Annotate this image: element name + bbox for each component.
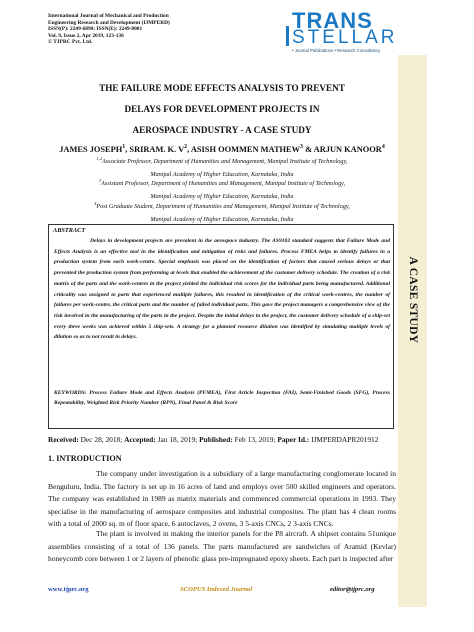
- issn: ISSN(P): 2249-6890; ISSN(E): 2249-8001: [48, 26, 143, 33]
- author-3: , ASISH OOMMEN MATHEW: [187, 145, 301, 154]
- logo-tagline: • Journal Publications • Research Consultancy: [292, 48, 381, 53]
- footer-email-link[interactable]: editor@tjprc.org: [330, 586, 375, 593]
- side-band-label: A CASE STUDY: [407, 256, 419, 344]
- intro-paragraph-2: The plant is involved in making the interior panels for the P8 aircraft. A shipset contains 51unique assemblies consisting of a total of 136 panels. The parts manufactured are sandwiches of Aramid (Kevlar) honeycomb core between 1 or 2 layers of phenolic glass pre-impregnated epoxy sheets. Each part is inspected after: [48, 529, 396, 564]
- author-4-sup: 4: [381, 144, 385, 151]
- section-heading: 1. INTRODUCTION: [48, 454, 122, 463]
- paper-id: IJMPERDAPR201912: [309, 435, 379, 444]
- keywords: KEYWORDS: Process Failure Mode and Effects Analysis (PFMEA), First Article Inspection (FAI), Semi-Finished Goods (SFG), Process Repeatability, Weighted Risk Priority Number (RPN), Final Panel & Risk Score: [54, 390, 390, 407]
- received-label: Received:: [48, 435, 79, 444]
- logo-text-stellar: STELLAR: [292, 27, 398, 48]
- received-date: Dec 28, 2018;: [78, 435, 125, 444]
- abstract-text: Delays in development projects are prevalent in the aerospace industry. The AS9102 standard suggests that Failure Mode and Effects Analysis is an effective tool in the identification and mitigation of risks and failures. Process FMEA helps to identify failures in a production system from each work-centre. Special emphasis was placed on the identification of factors that caused serious delays or that prevented the production system from performing at levels that enabled the achievement of the customer delivery schedule. The creation of a risk matrix of the parts and the work-centres in the project yielded the individual risk scores for the individual parts being manufactured. Additional criticality was assigned to parts that experienced multiple failures, this resulted in identification of the critical work-centres, the number of failures per work-centre, the critical parts and the number of failed individual parts. This gave the project managers a comprehensive view of the risk involved in the manufacturing of the parts in the project. Despite the initial delays in the project, the customer delivery schedule of a ship-set every three weeks was achieved within 5 ship-sets. A strategy for a planned resource dilution was identified by simulating multiple levels of dilution so as to not result in delays.: [54, 238, 390, 341]
- affiliation-3-sup: 4: [94, 200, 97, 206]
- author-4: & ARJUN KANOOR: [302, 145, 382, 154]
- author-1-sup: 1: [122, 144, 126, 151]
- logo-text-trans: TRANS: [292, 8, 373, 33]
- author-3-sup: 3: [300, 144, 303, 151]
- affiliation-1-line1: Associate Professor, Department of Humanities and Management, Manipal Institute of Technology,: [101, 158, 348, 165]
- paper-title-line3: AEROSPACE INDUSTRY - A CASE STUDY: [132, 125, 312, 135]
- journal-header: [48, 13, 170, 46]
- accepted-date: Jan 18, 2019;: [155, 435, 200, 444]
- author-2-sup: 2: [184, 144, 188, 151]
- paper-title-line2: DELAYS FOR DEVELOPMENT PROJECTS IN: [124, 104, 320, 114]
- author-list: [48, 145, 396, 154]
- publisher-logo: [282, 8, 398, 54]
- affiliation-1-line2: Manipal Academy of Higher Education, Karnataka, India: [150, 170, 294, 178]
- published-label: Published:: [199, 435, 233, 444]
- affiliation-3-line1: Post Graduate Student, Department of Humanities and Management, Manipal Institute of Technology,: [96, 203, 350, 210]
- author-2: , SRIRAM. K. V: [125, 145, 185, 154]
- affiliation-3: [48, 200, 396, 223]
- affiliation-3-line2: Manipal Academy of Higher Education, Karnataka, India: [150, 215, 294, 223]
- author-1: JAMES JOSEPH: [59, 145, 123, 154]
- intro-paragraph-1: The company under investigation is a subsidiary of a large manufacturing conglomerate located in Benguluru, India. The factory is set up in 16 acres of land and employs over 500 skilled engineers and operators. The company was established in 1989 as matrix materials and commenced commercial operations in 1993. They specialise in the manufacturing of aerospace composites and industrial composites. The plant has 4 clean rooms with a total of 2000 sq. m of floor space, 6 autoclaves, 2 ovens, 3 5-axis CNCs, 2 3-axis CNCs.: [48, 469, 396, 529]
- affiliation-1-sup: 1,2: [96, 155, 102, 161]
- affiliation-2-line2: Manipal Academy of Higher Education, Karnataka, India: [150, 192, 294, 200]
- affiliation-1: [48, 155, 396, 178]
- affiliation-2-line1: Assistant Professor, Department of Humanities and Management, Manipal Institute of Technology,: [101, 180, 346, 187]
- accepted-label: Accepted:: [124, 435, 156, 444]
- published-date: Feb 13, 2019;: [232, 435, 278, 444]
- journal-name-line2: Engineering Research and Development (IJMPERD): [48, 19, 170, 26]
- journal-name-line1: International Journal of Mechanical and Production: [48, 13, 169, 19]
- footer-website-link[interactable]: www.tjprc.org: [48, 586, 89, 593]
- volume-info: Vol. 9, Issue 2, Apr 2019, 123-136: [48, 32, 124, 39]
- abstract-heading: ABSTRACT: [53, 227, 86, 234]
- copyright: © TJPRC Pvt. Ltd.: [48, 39, 93, 46]
- affiliation-2: [48, 177, 396, 200]
- paper-title-line1: THE FAILURE MODE EFFECTS ANALYSIS TO PREVENT: [99, 83, 345, 93]
- paper-id-label: Paper Id.:: [277, 435, 310, 444]
- footer-indexing: SCOPUS Indexed Journal: [180, 586, 253, 593]
- logo-bar-icon: [286, 26, 289, 46]
- affiliation-2-sup: 3: [98, 177, 102, 183]
- publication-dates: [48, 435, 378, 444]
